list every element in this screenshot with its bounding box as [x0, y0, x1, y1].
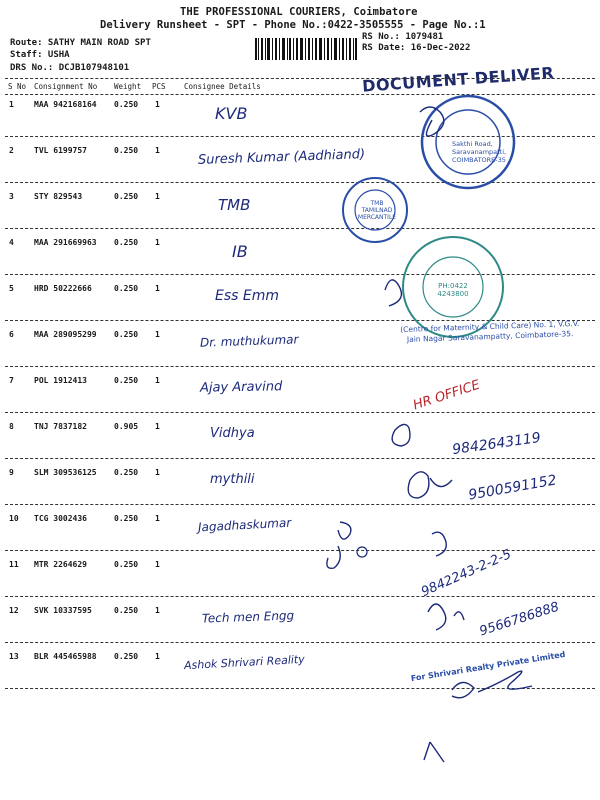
- row-sno: 7: [9, 376, 14, 385]
- row-consignment-no: TCG 3002436: [34, 514, 87, 523]
- row-sno: 11: [9, 560, 19, 569]
- row-weight: 0.250: [114, 100, 139, 109]
- row-consignee-handwriting: Suresh Kumar (Aadhiand): [197, 147, 366, 168]
- row-consignment-no: TVL 6199757: [34, 146, 87, 155]
- row-sno: 5: [9, 284, 14, 293]
- row-weight: 0.250: [114, 146, 139, 155]
- row-consignee-handwriting: IB: [232, 242, 248, 261]
- row-weight: 0.250: [114, 560, 139, 569]
- row-weight: 0.250: [114, 468, 139, 477]
- company-title: THE PROFESSIONAL COURIERS, Coimbatore: [180, 6, 418, 18]
- drs-number: DRS No.: DCJB107948101: [10, 63, 130, 73]
- row-pcs: 1: [155, 284, 160, 293]
- hospital-stamp-text: (Centre for Maternity & Child Care) No. 1, V.G.V. Jain Nagar Saravanampatty, Coimbatore-35.: [400, 318, 580, 344]
- row-pcs: 1: [155, 100, 160, 109]
- row-sno: 13: [9, 652, 19, 661]
- row-weight: 0.905: [114, 422, 139, 431]
- row-consignee-handwriting: Ess Emm: [215, 288, 280, 304]
- row-sno: 1: [9, 100, 14, 109]
- row-consignment-no: HRD 50222666: [34, 284, 92, 293]
- row-consignment-no: SLM 309536125: [34, 468, 97, 477]
- row-consignee-handwriting: mythili: [210, 472, 255, 487]
- row-consignment-no: MAA 291669963: [34, 238, 97, 247]
- row-pcs: 1: [155, 468, 160, 477]
- runsheet-subtitle: Delivery Runsheet - SPT - Phone No.:0422-3505555 - Page No.:1: [100, 19, 486, 31]
- col-pcs: PCS: [152, 82, 166, 91]
- phone-note-12: 9566786888: [477, 599, 562, 640]
- row-pcs: 1: [155, 146, 160, 155]
- row-consignee-handwriting: Dr. muthukumar: [199, 332, 299, 350]
- row-pcs: 1: [155, 192, 160, 201]
- row-sno: 3: [9, 192, 14, 201]
- row-weight: 0.250: [114, 606, 139, 615]
- row-consignee-handwriting: TMB: [218, 196, 251, 214]
- row-sno: 2: [9, 146, 14, 155]
- row-weight: 0.250: [114, 192, 139, 201]
- row-consignee-handwriting: Ajay Aravind: [199, 379, 283, 396]
- row-pcs: 1: [155, 330, 160, 339]
- row-sno: 10: [9, 514, 19, 523]
- route-label: Route: SATHY MAIN ROAD SPT: [10, 38, 151, 48]
- phone-note-9: 9500591152: [467, 472, 558, 504]
- row-consignee-handwriting: KVB: [215, 104, 248, 123]
- row-sno: 12: [9, 606, 19, 615]
- col-consignee: Consignee Details: [184, 82, 261, 91]
- row-sno: 6: [9, 330, 14, 339]
- row-pcs: 1: [155, 606, 160, 615]
- row-pcs: 1: [155, 422, 160, 431]
- row-pcs: 1: [155, 652, 160, 661]
- rs-date: RS Date: 16-Dec-2022: [362, 43, 471, 53]
- row-consignment-no: TNJ 7837182: [34, 422, 87, 431]
- shrivari-stamp-text: For Shrivari Realty Private Limited: [410, 649, 566, 684]
- stamp-3-text: PH:0422 4243800: [437, 282, 469, 298]
- col-sno: S No: [8, 82, 27, 91]
- row-weight: 0.250: [114, 330, 139, 339]
- row-consignment-no: SVK 10337595: [34, 606, 92, 615]
- row-weight: 0.250: [114, 652, 139, 661]
- row-consignee-handwriting: Ashok Shrivari Reality: [183, 652, 306, 673]
- row-consignee-handwriting: Tech men Engg: [201, 608, 295, 626]
- row-consignee-handwriting: Vidhya: [210, 426, 255, 441]
- row-consignment-no: STY 829543: [34, 192, 83, 201]
- row-weight: 0.250: [114, 238, 139, 247]
- rs-number: RS No.: 1079481: [362, 32, 444, 42]
- row-consignment-no: MTR 2264629: [34, 560, 87, 569]
- row-consignment-no: MAA 289095299: [34, 330, 97, 339]
- row-consignment-no: BLR 445465988: [34, 652, 97, 661]
- row-pcs: 1: [155, 376, 160, 385]
- staff-label: Staff: USHA: [10, 50, 70, 60]
- row-weight: 0.250: [114, 514, 139, 523]
- row-sno: 8: [9, 422, 14, 431]
- row-sno: 4: [9, 238, 14, 247]
- row-consignee-handwriting: Jagadhaskumar: [197, 515, 292, 535]
- hr-office-mark: HR OFFICE: [411, 377, 482, 414]
- row-weight: 0.250: [114, 376, 139, 385]
- col-consignment: Consignment No: [34, 82, 98, 91]
- stamp-tmb-text: TMB TAMILNAD MERCANTILE: [357, 200, 397, 221]
- row-pcs: 1: [155, 514, 160, 523]
- phone-note-11: 9842243-2-2-5: [419, 546, 514, 601]
- col-weight: Weight: [114, 82, 142, 91]
- row-pcs: 1: [155, 238, 160, 247]
- phone-note-8: 9842643119: [451, 429, 542, 459]
- stamp-1-text: Sakthi Road, Saravanampatti, COIMBATORE-35: [452, 140, 507, 164]
- row-consignment-no: POL 1912413: [34, 376, 87, 385]
- row-consignment-no: MAA 942168164: [34, 100, 97, 109]
- row-pcs: 1: [155, 560, 160, 569]
- row-sno: 9: [9, 468, 14, 477]
- row-weight: 0.250: [114, 284, 139, 293]
- document-delivered-stamp: DOCUMENT DELIVER: [361, 63, 555, 96]
